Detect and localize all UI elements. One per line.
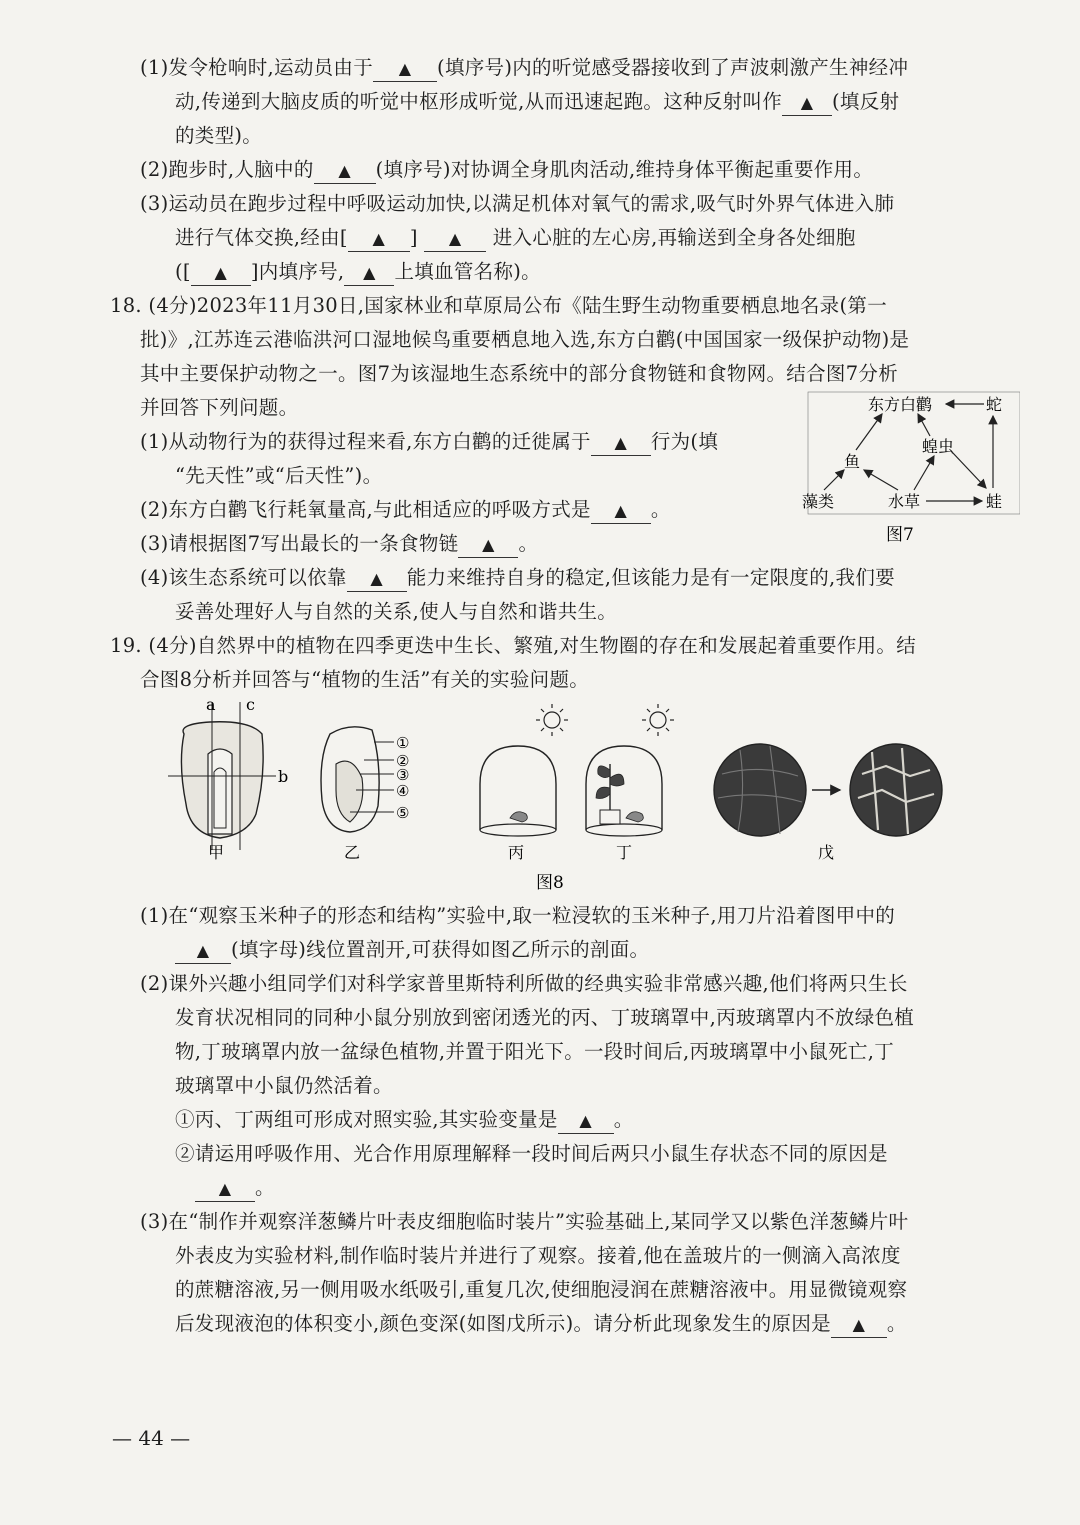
node-snake: 蛇 — [986, 395, 1003, 414]
q19-part3-line1: (3)在“制作并观察洋葱鳞片叶表皮细胞临时装片”实验基础上,某同学又以紫色洋葱鳞片叶 — [140, 1210, 909, 1233]
answer-blank[interactable]: ▲ — [191, 260, 251, 286]
panel-wu-microscope-views — [714, 744, 942, 862]
q17-part3-line2: 进行气体交换,经由[ ▲ ] ▲ 进入心脏的左心房,再输送到全身各处细胞 — [175, 222, 856, 254]
q19-part2-line2: 发育状况相同的同种小鼠分别放到密闭透光的丙、丁玻璃罩中,丙玻璃罩内不放绿色植 — [175, 1006, 915, 1029]
q18-stem-line1: 18. (4分)2023年11月30日,国家林业和草原局公布《陆生野生动物重要栖息地名录(第一 — [110, 294, 887, 317]
answer-blank[interactable]: ▲ — [348, 226, 410, 252]
svg-text:a: a — [206, 695, 216, 714]
svg-text:③: ③ — [396, 766, 410, 784]
panel-yi-seed-section — [321, 727, 409, 862]
q19-part3-line3: 的蔗糖溶液,另一侧用吸水纸吸引,重复几次,使细胞浸润在蔗糖溶液中。用显微镜观察 — [175, 1278, 908, 1301]
figure-7-caption: 图7 — [886, 525, 914, 545]
q19-stem-line1: 19. (4分)自然界中的植物在四季更迭中生长、繁殖,对生物圈的存在和发展起着重要作用。结 — [110, 634, 917, 657]
q17-part1-line1: (1)发令枪响时,运动员由于 ▲ (填序号)内的听觉感受器接收到了声波刺激产生神经冲 — [140, 52, 908, 84]
q18-part1-line1: (1)从动物行为的获得过程来看,东方白鹳的迁徙属于 ▲ 行为(填 — [140, 426, 718, 458]
answer-blank[interactable]: ▲ — [591, 430, 651, 456]
q18-stem-line4: 并回答下列问题。 — [140, 396, 299, 419]
q17-part3-line1: (3)运动员在跑步过程中呼吸运动加快,以满足机体对氧气的需求,吸气时外界气体进入肺 — [140, 192, 895, 215]
node-fish: 鱼 — [844, 452, 861, 471]
answer-blank[interactable]: ▲ — [458, 532, 518, 558]
answer-blank[interactable]: ▲ — [424, 226, 486, 252]
page-number: — 44 — — [112, 1426, 191, 1450]
answer-blank[interactable]: ▲ — [314, 158, 376, 184]
figure-8-caption: 图8 — [536, 873, 564, 893]
svg-text:甲: 甲 — [208, 843, 225, 862]
node-locust: 蝗虫 — [922, 437, 955, 456]
q19-part2-line3: 物,丁玻璃罩内放一盆绿色植物,并置于阳光下。一段时间后,丙玻璃罩中小鼠死亡,丁 — [175, 1040, 894, 1063]
answer-blank[interactable]: ▲ — [175, 938, 231, 964]
node-frog: 蛙 — [986, 492, 1003, 511]
q19-part2-sub1: ①丙、丁两组可形成对照实验,其实验变量是 ▲ 。 — [175, 1104, 634, 1136]
q18-part4-line2: 妥善处理好人与自然的关系,使人与自然和谐共生。 — [175, 600, 618, 623]
q17-part3-line3: ([ ▲ ]内填序号, ▲ 上填血管名称)。 — [175, 256, 541, 288]
panel-bing-bell-jar — [480, 704, 568, 862]
svg-text:⑤: ⑤ — [396, 804, 410, 822]
q19-part2-sub2-line2: ▲ 。 — [195, 1172, 275, 1204]
answer-blank[interactable]: ▲ — [558, 1108, 614, 1134]
arrow-algae-to-fish — [824, 470, 844, 490]
arrow-locust-to-stork — [918, 414, 930, 436]
q18-part3: (3)请根据图7写出最长的一条食物链 ▲ 。 — [140, 528, 538, 560]
q17-part2: (2)跑步时,人脑中的 ▲ (填序号)对协调全身肌肉活动,维持身体平衡起重要作用。 — [140, 154, 873, 186]
arrow-locust-to-frog — [952, 452, 986, 488]
q19-part2-line4: 玻璃罩中小鼠仍然活着。 — [175, 1074, 393, 1097]
node-grass: 水草 — [888, 492, 921, 511]
arrow-fish-to-stork — [856, 414, 882, 450]
q18-part2: (2)东方白鹳飞行耗氧量高,与此相适应的呼吸方式是 ▲ 。 — [140, 494, 671, 526]
q18-stem-line2: 批)》,江苏连云港临洪河口湿地候鸟重要栖息地入选,东方白鹳(中国国家一级保护动物)是 — [140, 328, 910, 351]
svg-text:戊: 戊 — [818, 843, 835, 862]
svg-text:④: ④ — [396, 782, 410, 800]
arrow-grass-to-locust — [914, 456, 934, 490]
q17-part1-line2: 动,传递到大脑皮质的听觉中枢形成听觉,从而迅速起跑。这种反射叫作 ▲ (填反射 — [175, 86, 899, 118]
svg-text:c: c — [246, 695, 255, 714]
svg-text:乙: 乙 — [344, 843, 361, 862]
q19-part1-line1: (1)在“观察玉米种子的形态和结构”实验中,取一粒浸软的玉米种子,用刀片沿着图甲中的 — [140, 904, 896, 927]
answer-blank[interactable]: ▲ — [782, 90, 832, 116]
svg-text:①: ① — [396, 734, 410, 752]
q19-stem-line2: 合图8分析并回答与“植物的生活”有关的实验问题。 — [140, 668, 590, 691]
q19-part2-sub2-line1: ②请运用呼吸作用、光合作用原理解释一段时间后两只小鼠生存状态不同的原因是 — [175, 1142, 888, 1165]
answer-blank[interactable]: ▲ — [373, 56, 437, 82]
q19-part3-line2: 外表皮为实验材料,制作临时装片并进行了观察。接着,他在盖玻片的一侧滴入高浓度 — [175, 1244, 901, 1267]
svg-text:b: b — [278, 767, 289, 786]
panel-ding-bell-jar-plant — [586, 704, 674, 862]
node-stork: 东方白鹳 — [868, 395, 933, 414]
figure-7-food-web — [790, 390, 1020, 550]
answer-blank[interactable]: ▲ — [591, 498, 651, 524]
q19-part3-line4: 后发现液泡的体积变小,颜色变深(如图戊所示)。请分析此现象发生的原因是 ▲ 。 — [175, 1308, 907, 1340]
answer-blank[interactable]: ▲ — [831, 1312, 887, 1338]
node-algae: 藻类 — [802, 492, 835, 511]
answer-blank[interactable]: ▲ — [347, 566, 407, 592]
q17-part1-line3: 的类型)。 — [175, 124, 263, 147]
figure-8 — [150, 694, 970, 894]
q18-stem-line3: 其中主要保护动物之一。图7为该湿地生态系统中的部分食物链和食物网。结合图7分析 — [140, 362, 899, 385]
svg-text:丙: 丙 — [508, 843, 525, 862]
arrow-grass-to-fish — [864, 470, 898, 490]
answer-blank[interactable]: ▲ — [195, 1176, 255, 1202]
svg-text:②: ② — [396, 752, 410, 770]
svg-text:丁: 丁 — [616, 843, 633, 862]
q18-part1-line2: “先天性”或“后天性”)。 — [175, 464, 383, 487]
answer-blank[interactable]: ▲ — [344, 260, 394, 286]
q19-part1-line2: ▲ (填字母)线位置剖开,可获得如图乙所示的剖面。 — [175, 934, 649, 966]
panel-jia-corn-seed — [168, 695, 288, 862]
q18-part4-line1: (4)该生态系统可以依靠 ▲ 能力来维持自身的稳定,但该能力是有一定限度的,我们要 — [140, 562, 895, 594]
q19-part2-line1: (2)课外兴趣小组同学们对科学家普里斯特利所做的经典实验非常感兴趣,他们将两只生长 — [140, 972, 908, 995]
